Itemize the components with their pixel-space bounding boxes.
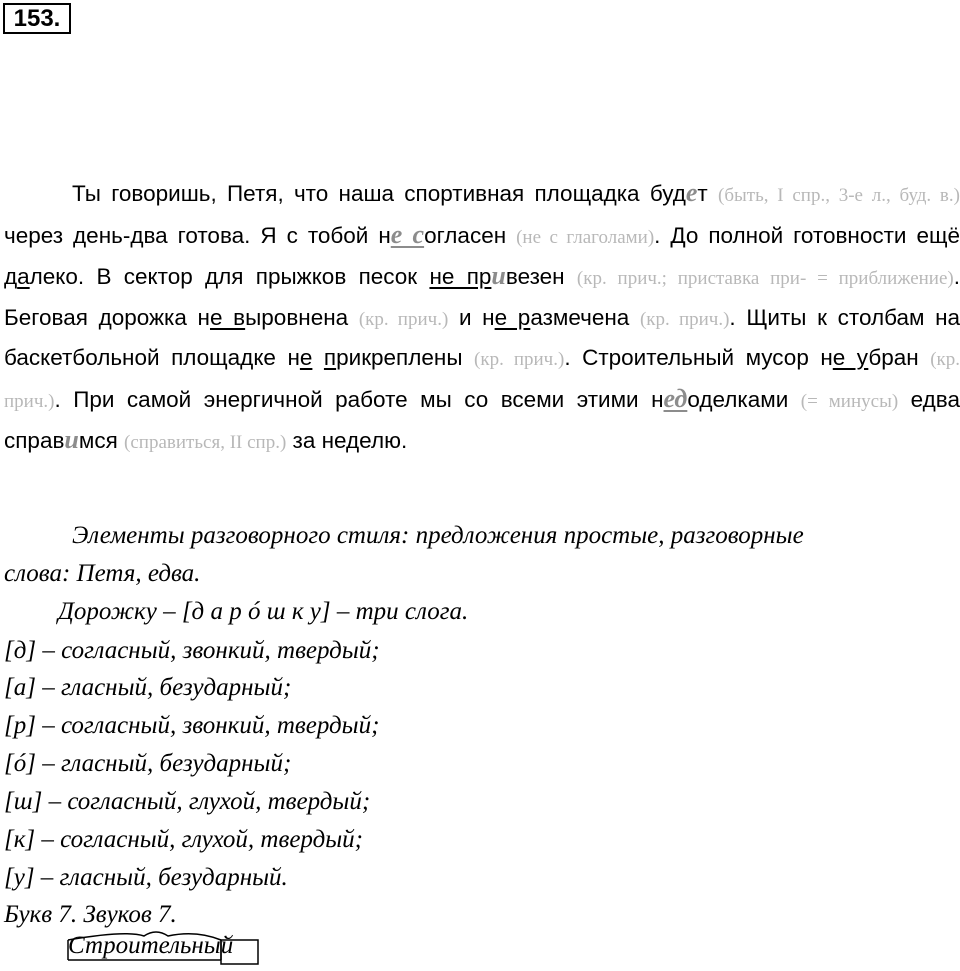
- analysis-line: слова: Петя, едва.: [4, 560, 201, 587]
- highlight-letter: и: [64, 425, 79, 454]
- analysis-line: Элементы разговорного стиля: предложения простые, разговорные: [72, 522, 804, 549]
- exercise-number: 153.: [3, 3, 71, 34]
- grammar-note: (кр. прич.): [474, 349, 565, 370]
- grammar-note: (кр. прич.): [358, 308, 449, 330]
- grammar-note: (кр. прич.): [4, 349, 960, 412]
- word-text: Строительный: [68, 932, 234, 959]
- grammar-note: (справиться, II спр.): [124, 432, 287, 453]
- sound-line: [у] – гласный, безударный.: [4, 864, 288, 891]
- exercise-text: Ты говоришь, Петя, что наша спортивная площадка будет (быть, I спр., 3-е л., буд. в.) через день-два готова. Я с тобой не согласен (не с глаголами). До полной готовности ещё далеко. В сектор для прыжков песок не привезен (кр. прич.; приставка при- = приближение). Беговая дорожка не выровнена (кр. прич.) и не размечена (кр. прич.). Щиты к столбам на баскетбольной площадке не прикреплены (кр. прич.). Строительный мусор не убран (кр. прич.). При самой энергичной работе мы со всеми этими недоделками (= минусы) едва справимся (справиться, II спр.) за неделю.: [4, 178, 960, 454]
- grammar-note: (= минусы): [800, 390, 899, 412]
- grammar-note: (быть, I спр., 3-е л., буд. в.): [718, 185, 960, 206]
- highlight-letter: ед: [663, 383, 688, 413]
- sound-line: [ш] – согласный, глухой, твердый;: [4, 788, 371, 815]
- transcription-line: Дорожку – [д а р ó ш к у] – три слога.: [58, 598, 469, 625]
- sound-line: [к] – согласный, глухой, твердый;: [4, 826, 363, 853]
- grammar-note: (кр. прич.; приставка при- = приближение): [576, 268, 954, 289]
- sound-line: [а] – гласный, безударный;: [4, 674, 292, 701]
- morphemic-parse: [66, 930, 261, 966]
- sound-line: [ó] – гласный, безударный;: [4, 750, 292, 777]
- highlight-letter: е с: [390, 219, 425, 249]
- morpheme-marks: [66, 930, 261, 966]
- sound-line: [р] – согласный, звонкий, твердый;: [4, 712, 380, 739]
- grammar-note: (не с глаголами): [516, 226, 655, 248]
- grammar-note: (кр. прич.): [639, 308, 730, 330]
- highlight-letter: и: [491, 261, 506, 290]
- sound-line: [д] – согласный, звонкий, твердый;: [4, 637, 380, 664]
- highlight-letter: е: [685, 178, 698, 207]
- count-line: Букв 7. Звуков 7.: [4, 901, 177, 928]
